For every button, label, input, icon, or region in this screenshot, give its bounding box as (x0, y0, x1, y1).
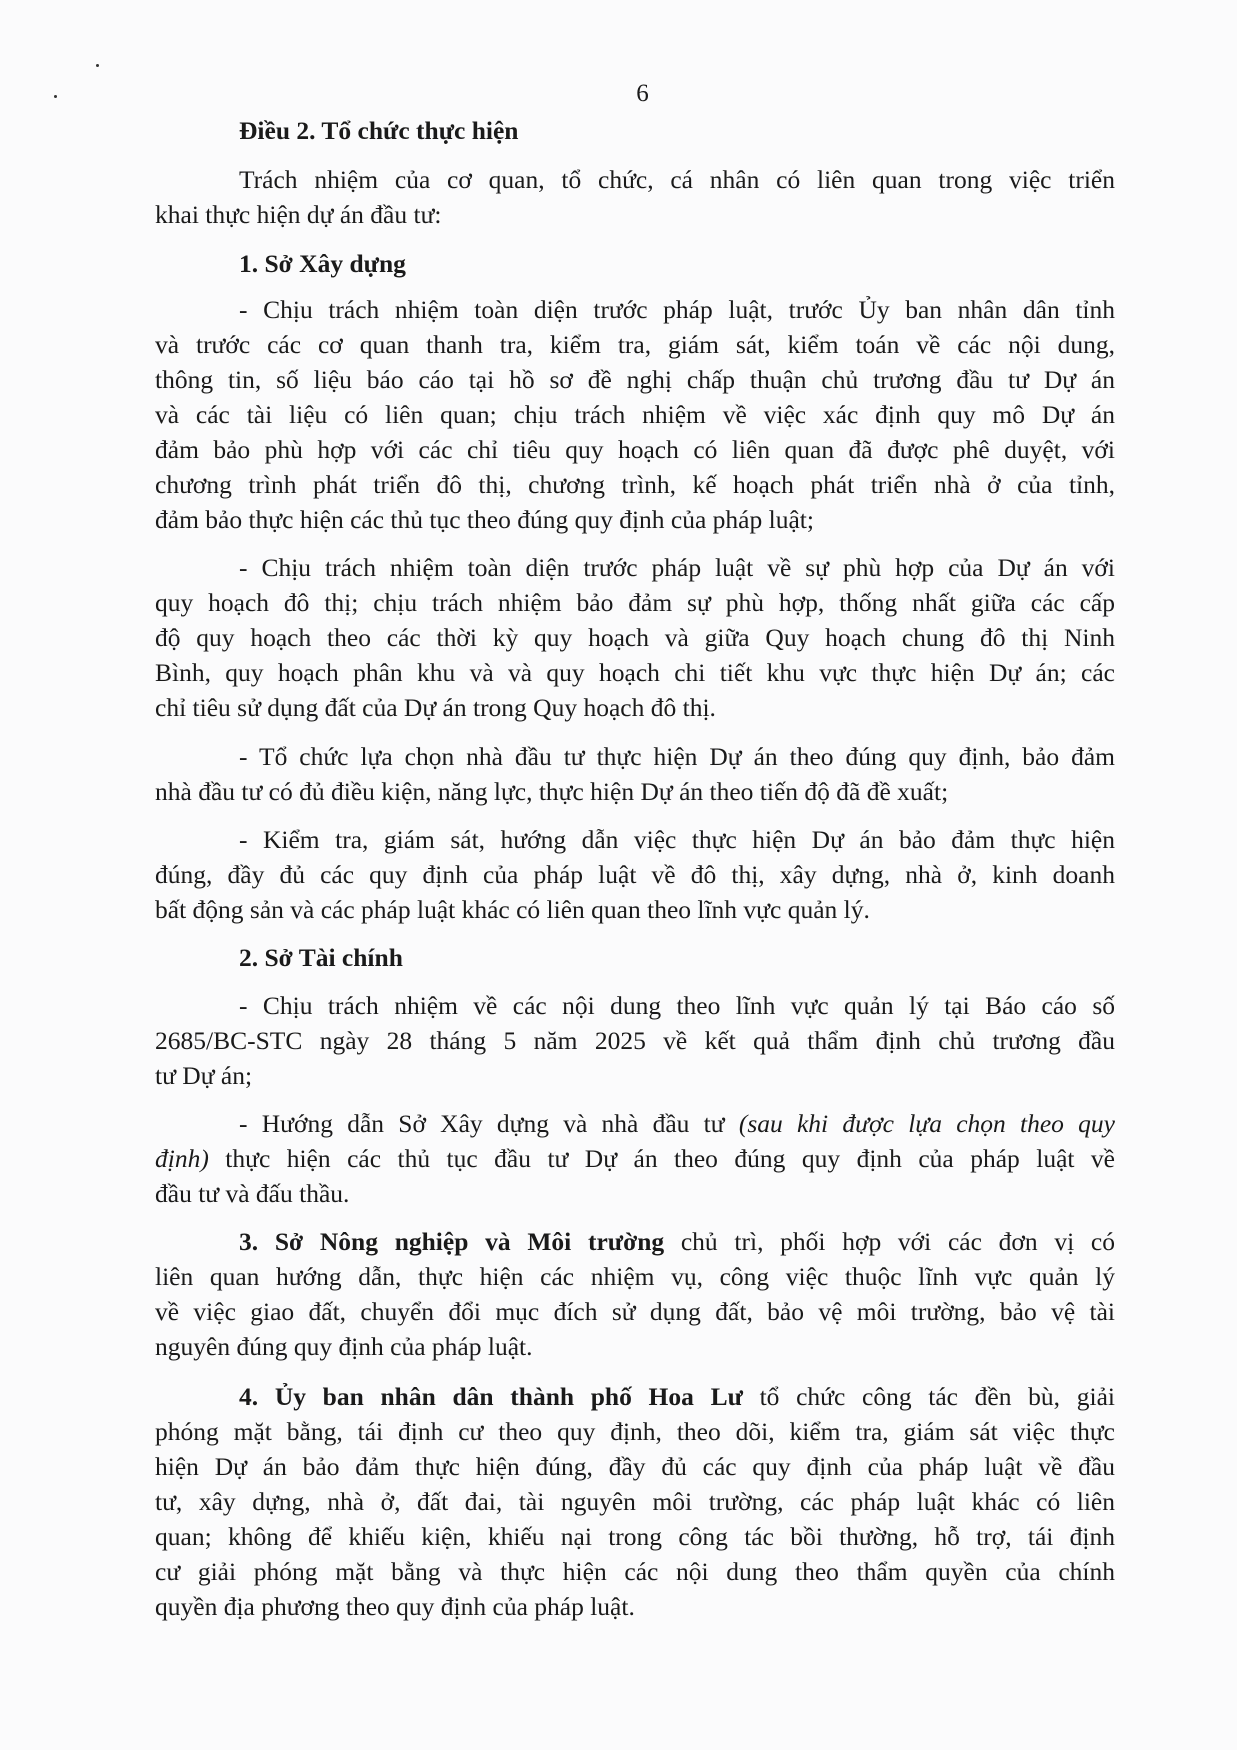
paragraph-line: - Chịu trách nhiệm về các nội dung theo lĩnh vực quản lý tại Báo cáo số (239, 991, 1115, 1020)
paragraph-line: Bình, quy hoạch phân khu và và quy hoạch chi tiết khu vực thực hiện Dự án; các (155, 658, 1115, 687)
text-normal: thực hiện các thủ tục đầu tư Dự án theo đúng quy định của pháp luật về (208, 1144, 1115, 1173)
paragraph-line: về việc giao đất, chuyển đổi mục đích sử dụng đất, bảo vệ môi trường, bảo vệ tài (155, 1297, 1115, 1326)
article-heading: Điều 2. Tổ chức thực hiện (239, 116, 519, 145)
paragraph-line: nhà đầu tư có đủ điều kiện, năng lực, thực hiện Dự án theo tiến độ đã đề xuất; (155, 777, 949, 806)
paragraph-line: chỉ tiêu sử dụng đất của Dự án trong Quy hoạch đô thị. (155, 693, 716, 722)
paragraph-line: và các tài liệu có liên quan; chịu trách nhiệm về việc xác định quy mô Dự án (155, 400, 1115, 429)
paragraph-line: đúng, đầy đủ các quy định của pháp luật về đô thị, xây dựng, nhà ở, kinh doanh (155, 860, 1115, 889)
section-1-heading: 1. Sở Xây dựng (239, 249, 406, 278)
paragraph-line: đảm bảo phù hợp với các chỉ tiêu quy hoạch có liên quan đã được phê duyệt, với (155, 435, 1115, 464)
text-normal: chủ trì, phối hợp với các đơn vị có (664, 1227, 1115, 1256)
text-normal: - Hướng dẫn Sở Xây dựng và nhà đầu tư (239, 1109, 739, 1138)
text-italic: định) (155, 1144, 209, 1173)
text-italic: (sau khi được lựa chọn theo quy (738, 1109, 1115, 1138)
paragraph-line: và trước các cơ quan thanh tra, kiểm tra, giám sát, kiểm toán về các nội dung, (155, 330, 1115, 359)
paragraph-line: - Chịu trách nhiệm toàn diện trước pháp luật về sự phù hợp của Dự án với (239, 553, 1115, 582)
paragraph-line: độ quy hoạch theo các thời kỳ quy hoạch và giữa Quy hoạch chung đô thị Ninh (155, 623, 1115, 652)
paragraph-line: quyền địa phương theo quy định của pháp luật. (155, 1592, 635, 1621)
paragraph-line: thông tin, số liệu báo cáo tại hồ sơ đề nghị chấp thuận chủ trương đầu tư Dự án (155, 365, 1115, 394)
paragraph-line: tư Dự án; (155, 1061, 253, 1090)
paragraph-line: tư, xây dựng, nhà ở, đất đai, tài nguyên môi trường, các pháp luật khác có liên (155, 1487, 1115, 1516)
paragraph-line: cư giải phóng mặt bằng và thực hiện các nội dung theo thẩm quyền của chính (155, 1557, 1115, 1586)
paragraph-line: quan; không để khiếu kiện, khiếu nại trong công tác bồi thường, hỗ trợ, tái định (155, 1522, 1115, 1551)
paragraph-line: phóng mặt bằng, tái định cư theo quy định, theo dõi, kiểm tra, giám sát việc thực (155, 1417, 1115, 1446)
paragraph-line: đảm bảo thực hiện các thủ tục theo đúng quy định của pháp luật; (155, 505, 814, 534)
paragraph-line: quy hoạch đô thị; chịu trách nhiệm bảo đảm sự phù hợp, thống nhất giữa các cấp (155, 588, 1115, 617)
intro-line: Trách nhiệm của cơ quan, tổ chức, cá nhân có liên quan trong việc triển (239, 165, 1115, 194)
paragraph-line (239, 1107, 1115, 1141)
paragraph-line: đầu tư và đấu thầu. (155, 1179, 350, 1208)
section-2-heading: 2. Sở Tài chính (239, 943, 403, 972)
text-normal: tổ chức công tác đền bù, giải (742, 1382, 1115, 1411)
section-4-heading: 4. Ủy ban nhân dân thành phố Hoa Lư (239, 1382, 743, 1411)
intro-line: khai thực hiện dự án đầu tư: (155, 200, 442, 229)
paragraph-line (239, 1380, 1115, 1414)
paragraph-line (239, 1225, 1115, 1259)
paragraph-line: 2685/BC-STC ngày 28 tháng 5 năm 2025 về kết quả thẩm định chủ trương đầu (155, 1026, 1115, 1055)
paragraph-line: - Chịu trách nhiệm toàn diện trước pháp luật, trước Ủy ban nhân dân tỉnh (239, 295, 1115, 324)
scan-speck (96, 64, 99, 67)
paragraph-line (155, 1142, 1115, 1176)
paragraph-line: nguyên đúng quy định của pháp luật. (155, 1332, 533, 1361)
paragraph-line: bất động sản và các pháp luật khác có liên quan theo lĩnh vực quản lý. (155, 895, 870, 924)
paragraph-line: liên quan hướng dẫn, thực hiện các nhiệm vụ, công việc thuộc lĩnh vực quản lý (155, 1262, 1115, 1291)
paragraph-line: chương trình phát triển đô thị, chương trình, kế hoạch phát triển nhà ở của tỉnh, (155, 470, 1115, 499)
paragraph-line: - Tổ chức lựa chọn nhà đầu tư thực hiện Dự án theo đúng quy định, bảo đảm (239, 742, 1115, 771)
paragraph-line: hiện Dự án bảo đảm thực hiện đúng, đầy đủ các quy định của pháp luật về đầu (155, 1452, 1115, 1481)
paragraph-line: - Kiểm tra, giám sát, hướng dẫn việc thực hiện Dự án bảo đảm thực hiện (239, 825, 1115, 854)
section-3-heading: 3. Sở Nông nghiệp và Môi trường (239, 1227, 665, 1256)
page-number: 6 (636, 80, 649, 107)
